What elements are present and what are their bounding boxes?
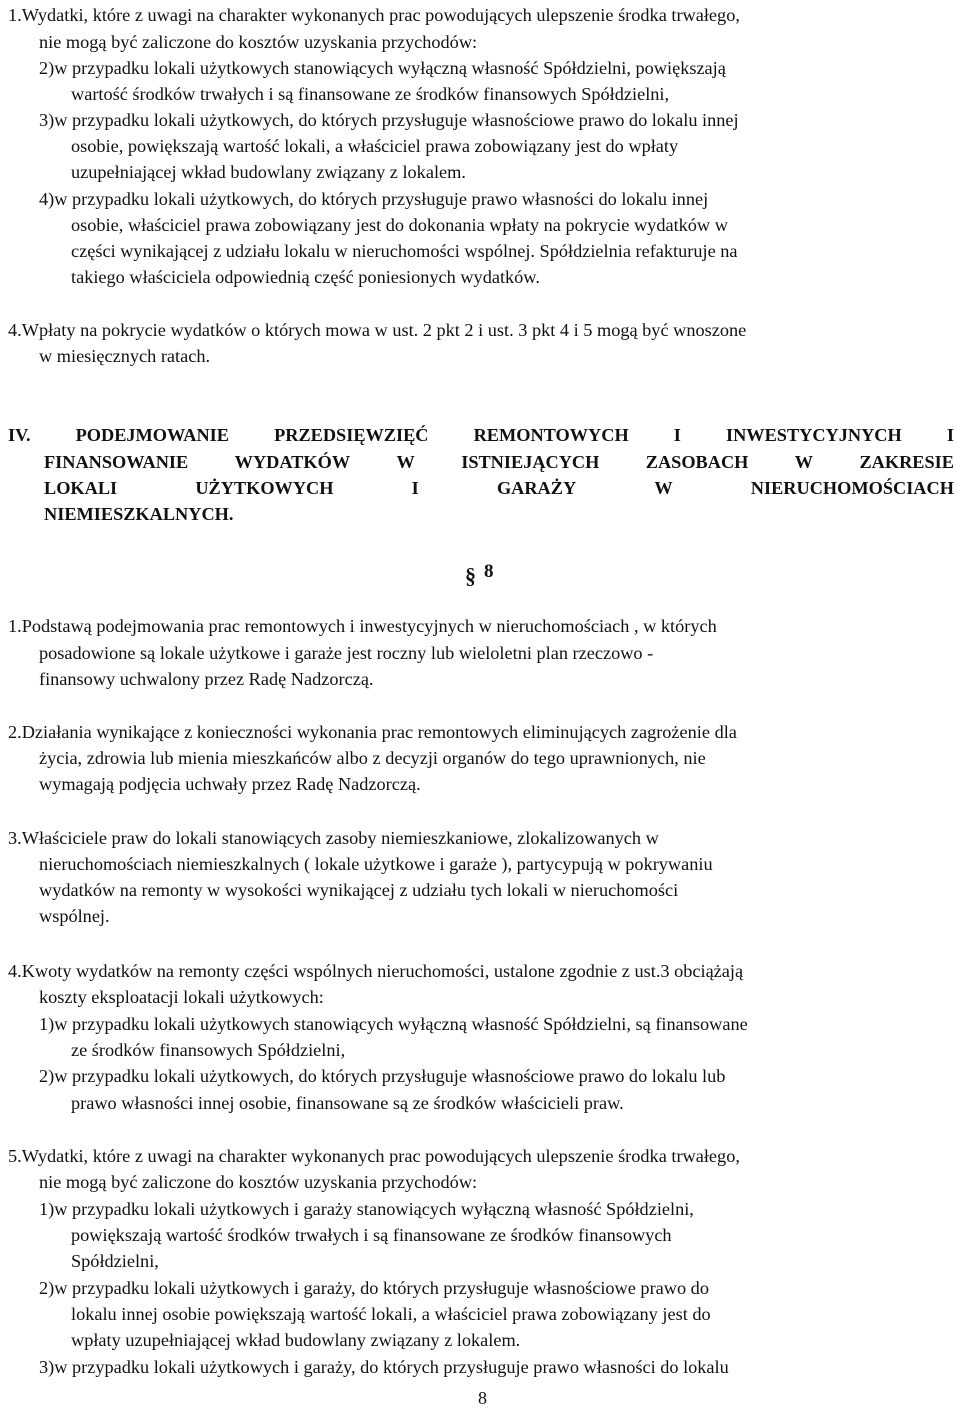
text-line: 2)w przypadku lokali użytkowych i garaży, do których przysługuje własnościowe prawo do (39, 1278, 709, 1298)
text-line: 1)w przypadku lokali użytkowych stanowiących wyłączną własność Spółdzielni, są finansowane (39, 1014, 748, 1034)
text-line: 4)w przypadku lokali użytkowych, do których przysługuje prawo własności do lokalu innej (39, 189, 709, 209)
section-heading (44, 475, 954, 501)
text-line: finansowy uchwalony przez Radę Nadzorczą. (39, 669, 374, 689)
text-line: 5.Wydatki, które z uwagi na charakter wykonanych prac powodujących ulepszenie środka trwałego, (8, 1146, 740, 1166)
text-line: w miesięcznych ratach. (39, 346, 211, 366)
page-number: 8 (478, 1388, 487, 1408)
text-line: 3)w przypadku lokali użytkowych, do których przysługuje własnościowe prawo do lokalu innej (39, 110, 739, 130)
text-line: wartość środków trwałych i są finansowane ze środków finansowych Spółdzielni, (71, 84, 670, 104)
heading-word: REMONTOWYCH (473, 425, 629, 445)
section-heading: NIEMIESZKALNYCH. (44, 504, 234, 524)
heading-word: ZAKRESIE (859, 452, 954, 472)
heading-word: W (794, 452, 814, 472)
text-line: 3)w przypadku lokali użytkowych i garaży, do których przysługuje prawo własności do lokalu (39, 1357, 729, 1377)
text-line: koszty eksploatacji lokali użytkowych: (39, 987, 324, 1007)
heading-word: FINANSOWANIE (44, 452, 189, 472)
heading-word: I (946, 425, 954, 445)
heading-word: I (411, 478, 419, 498)
heading-word: W (654, 478, 673, 498)
heading-word: I (673, 425, 681, 445)
text-line: 1.Wydatki, które z uwagi na charakter wykonanych prac powodujących ulepszenie środka trwałego, (8, 5, 740, 25)
text-line: 1.Podstawą podejmowania prac remontowych i inwestycyjnych w nieruchomościach , w których (8, 616, 717, 636)
text-line: prawo własności innej osobie, finansowane są ze środków właścicieli praw. (71, 1093, 624, 1113)
text-line: nie mogą być zaliczone do kosztów uzyskania przychodów: (39, 32, 478, 52)
section-number: 8 (484, 561, 494, 582)
heading-word: INWESTYCYJNYCH (725, 425, 902, 445)
heading-word: PRZEDSIĘWZIĘĆ (274, 425, 429, 445)
text-line: życia, zdrowia lub mienia mieszkańców albo z decyzji organów do tego uprawnionych, nie (39, 748, 706, 768)
section-sign: § (465, 563, 476, 588)
section-heading (44, 449, 954, 475)
text-line: 4.Kwoty wydatków na remonty części wspólnych nieruchomości, ustalone zgodnie z ust.3 obciążają (8, 961, 744, 981)
heading-word: NIERUCHOMOŚCIACH (750, 478, 954, 498)
section-heading (8, 422, 954, 448)
heading-word: WYDATKÓW (234, 452, 351, 472)
text-line: posadowione są lokale użytkowe i garaże jest roczny lub wieloletni plan rzeczowo - (39, 643, 654, 663)
text-line: części wynikającej z udziału lokalu w nieruchomości wspólnej. Spółdzielnia refakturuje na (71, 241, 738, 261)
text-line: wydatków na remonty w wysokości wynikającej z udziału tych lokali w nieruchomości (39, 880, 679, 900)
heading-word: W (396, 452, 415, 472)
text-line: 4.Wpłaty na pokrycie wydatków o których mowa w ust. 2 pkt 2 i ust. 3 pkt 4 i 5 mogą być wnoszone (8, 320, 747, 340)
text-line: lokalu innej osobie powiększają wartość lokali, a właściciel prawa zobowiązany jest do (71, 1304, 711, 1324)
text-line: wspólnej. (39, 906, 110, 926)
text-line: 2)w przypadku lokali użytkowych stanowiących wyłączną własność Spółdzielni, powiększają (39, 58, 726, 78)
text-line: wymagają podjęcia uchwały przez Radę Nadzorczą. (39, 774, 421, 794)
heading-word: GARAŻY (496, 478, 577, 498)
text-line: 1)w przypadku lokali użytkowych i garaży stanowiących wyłączną własność Spółdzielni, (39, 1199, 694, 1219)
heading-word: IV. (8, 425, 31, 445)
heading-word: PODEJMOWANIE (75, 425, 229, 445)
text-line: uzupełniającej wkład budowlany związany z lokalem. (71, 162, 466, 182)
text-line: 2.Działania wynikające z konieczności wykonania prac remontowych eliminujących zagrożenie dla (8, 722, 737, 742)
text-line: osobie, właściciel prawa zobowiązany jest do dokonania wpłaty na pokrycie wydatków w (71, 215, 728, 235)
text-line: wpłaty uzupełniającej wkład budowlany związany z lokalem. (71, 1330, 521, 1350)
text-line: powiększają wartość środków trwałych i są finansowane ze środków finansowych (71, 1225, 672, 1245)
text-line: nieruchomościach niemieszkalnych ( lokale użytkowe i garaże ), partycypują w pokrywaniu (39, 854, 713, 874)
heading-word: LOKALI (44, 478, 118, 498)
text-line: 3.Właściciele praw do lokali stanowiących zasoby niemieszkaniowe, zlokalizowanych w (8, 828, 659, 848)
text-line: nie mogą być zaliczone do kosztów uzyskania przychodów: (39, 1172, 478, 1192)
text-line: osobie, powiększają wartość lokali, a właściciel prawa zobowiązany jest do wpłaty (71, 136, 679, 156)
text-line: ze środków finansowych Spółdzielni, (71, 1040, 346, 1060)
heading-word: ISTNIEJĄCYCH (461, 452, 600, 472)
text-line: Spółdzielni, (71, 1251, 159, 1271)
text-line: 2)w przypadku lokali użytkowych, do których przysługuje własnościowe prawo do lokalu lub (39, 1066, 726, 1086)
text-line: takiego właściciela odpowiednią część poniesionych wydatków. (71, 267, 540, 287)
heading-word: ZASOBACH (645, 452, 749, 472)
heading-word: UŻYTKOWYCH (195, 478, 334, 498)
